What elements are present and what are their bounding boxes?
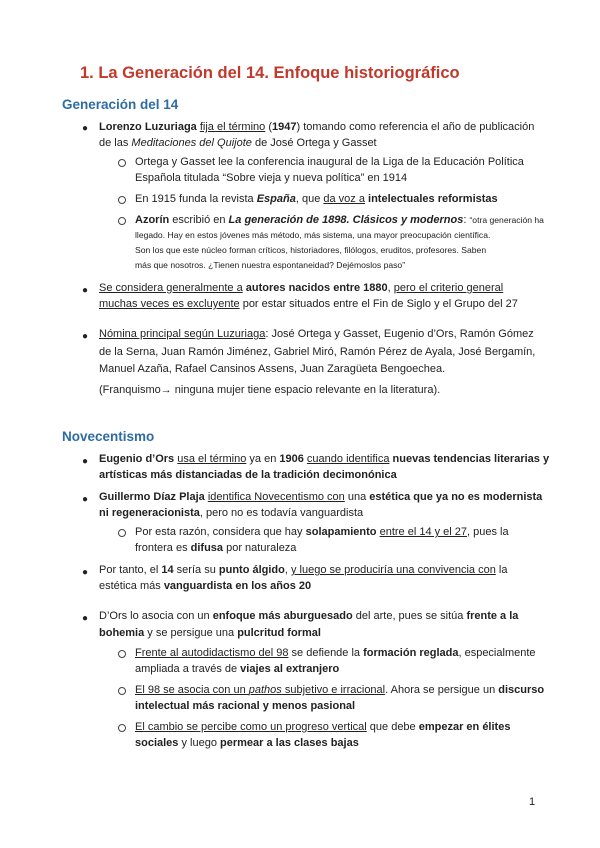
sub-bullet-circle bbox=[118, 687, 126, 695]
paragraph-solapamiento: Por esta razón, considera que hay solapamiento entre el 14 y el 27, pues la bbox=[135, 526, 509, 538]
paragraph-solapamiento-line2: frontera es difusa por naturaleza bbox=[135, 542, 297, 554]
paragraph-luzuriaga: Lorenzo Luzuriaga fija el término (1947) tomando como referencia el año de publicación bbox=[99, 121, 535, 133]
paragraph-progreso-vertical: El cambio se percibe como un progreso vertical que debe empezar en élites bbox=[135, 721, 511, 733]
paragraph-diaz-plaja: Guillermo Díaz Plaja identifica Novecentismo con una estética que ya no es modernista bbox=[99, 491, 543, 503]
paragraph-diaz-plaja-line2: ni regeneracionista, pero no es todavía vanguardista bbox=[99, 507, 364, 519]
sub-bullet-circle bbox=[118, 529, 126, 537]
paragraph-luzuriaga-line2: de las Meditaciones del Quijote de José Ortega y Gasset bbox=[99, 137, 377, 149]
paragraph-punto-algido: Por tanto, el 14 sería su punto álgido, y luego se produciría una convivencia con la bbox=[99, 564, 508, 576]
paragraph-espana: En 1915 funda la revista España, que da voz a intelectuales reformistas bbox=[135, 193, 498, 205]
section-heading-generacion: Generación del 14 bbox=[62, 97, 179, 112]
paragraph-aburguesado-line2: bohemia y se persigue una pulcritud formal bbox=[99, 627, 321, 639]
bullet-dot: ● bbox=[82, 567, 89, 578]
section-heading-novecentismo: Novecentismo bbox=[62, 429, 155, 444]
paragraph-punto-algido-line2: estética más vanguardista en los años 20 bbox=[99, 580, 312, 592]
paragraph-nomina: Nómina principal según Luzuriaga: José Ortega y Gasset, Eugenio d’Ors, Ramón Gómez bbox=[99, 328, 534, 340]
bullet-dot: ● bbox=[82, 456, 89, 467]
paragraph-autodidactismo: Frente al autodidactismo del 98 se defiende la formación reglada, especialmente bbox=[135, 647, 536, 659]
bullet-dot: ● bbox=[82, 613, 89, 624]
paragraph-criterio-line2: muchas veces es excluyente por estar situados entre el Fin de Siglo y el Grupo del 27 bbox=[99, 298, 518, 310]
bullet-dot: ● bbox=[82, 331, 89, 342]
paragraph-ortega-line1: Ortega y Gasset lee la conferencia inaugural de la Liga de la Educación Política bbox=[135, 156, 524, 168]
paragraph-azorin: Azorín escribió en La generación de 1898. Clásicos y modernos: “otra generación ha bbox=[135, 214, 544, 226]
bullet-dot: ● bbox=[82, 285, 89, 296]
sub-bullet-circle bbox=[118, 196, 126, 204]
azorin-quote-line4: más que nosotros. ¿Tienen nuestra espontaneidad? Dejémoslos paso” bbox=[135, 260, 406, 270]
azorin-quote-line2: llegado. Hay en estos jóvenes más método, más sistema, una mayor preocupación científica. bbox=[135, 230, 491, 240]
sub-bullet-circle bbox=[118, 217, 126, 225]
document-title: 1. La Generación del 14. Enfoque historiográfico bbox=[80, 64, 460, 82]
paragraph-dors-term-line2: artísticas más distanciadas de la tradición decimonónica bbox=[99, 469, 397, 481]
page-number: 1 bbox=[529, 796, 536, 808]
sub-bullet-circle bbox=[118, 724, 126, 732]
paragraph-progreso-vertical-line2: sociales y luego permear a las clases bajas bbox=[135, 737, 359, 749]
paragraph-pathos: El 98 se asocia con un pathos subjetivo e irracional. Ahora se persigue un discurso bbox=[135, 684, 545, 696]
paragraph-criterio: Se considera generalmente a autores nacidos entre 1880, pero el criterio general bbox=[99, 282, 504, 294]
paragraph-aburguesado: D’Ors lo asocia con un enfoque más aburguesado del arte, pues se sitúa frente a la bbox=[99, 610, 519, 622]
bullet-dot: ● bbox=[82, 123, 89, 134]
bullet-dot: ● bbox=[82, 494, 89, 505]
sub-bullet-circle bbox=[118, 650, 126, 658]
paragraph-nomina-line3: Manuel Azaña, Rafael Cansinos Assens, Juan Zaragüeta Bengoechea. bbox=[99, 363, 446, 375]
paragraph-dors-term: Eugenio d’Ors usa el término ya en 1906 cuando identifica nuevas tendencias literarias y bbox=[99, 453, 550, 465]
paragraph-ortega-line2: Española titulada “Sobre vieja y nueva política” en 1914 bbox=[135, 172, 408, 184]
paragraph-pathos-line2: intelectual más racional y menos pasional bbox=[135, 700, 356, 712]
sub-bullet-circle bbox=[118, 159, 126, 167]
paragraph-nomina-line2: de la Serna, Juan Ramón Jiménez, Gabriel Miró, Ramón Pérez de Ayala, José Bergamín, bbox=[99, 346, 536, 358]
paragraph-franquismo-note: (Franquismo→ ninguna mujer tiene espacio relevante en la literatura). bbox=[99, 384, 441, 396]
azorin-quote-line3: Son los que este núcleo forman críticos, historiadores, filólogos, eruditos, profesores. Saben bbox=[135, 245, 487, 255]
paragraph-autodidactismo-line2: ampliada a través de viajes al extranjero bbox=[135, 663, 340, 675]
